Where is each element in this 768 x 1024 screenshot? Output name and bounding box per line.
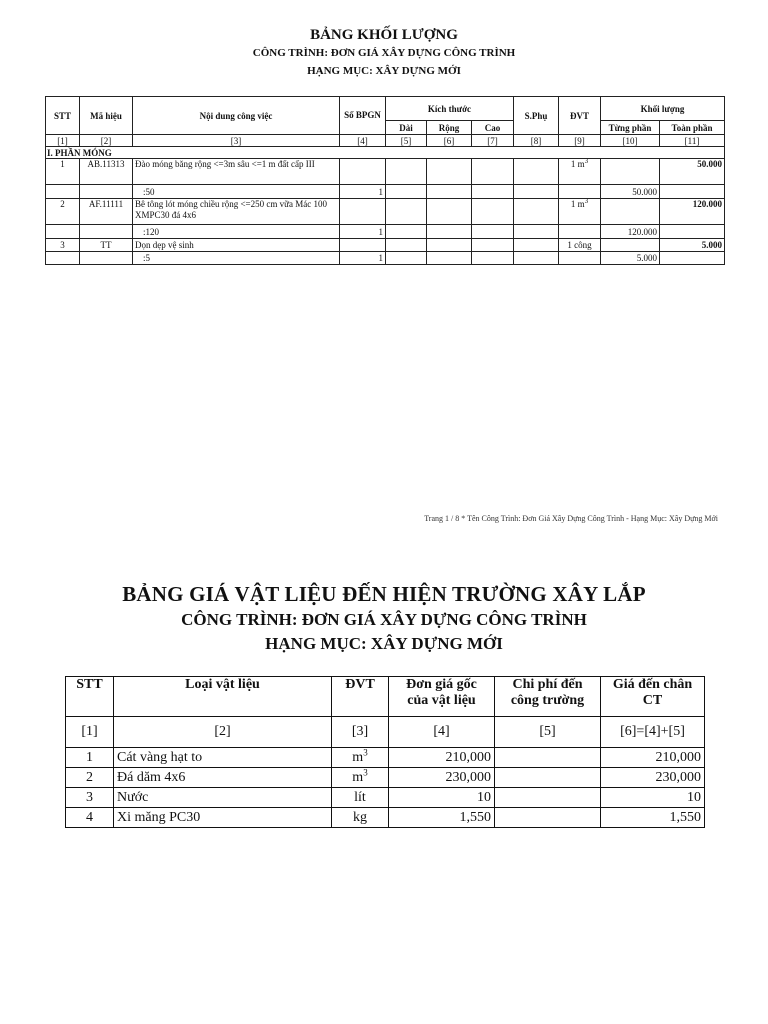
table-row xyxy=(66,748,705,768)
cell-don-gia: 210,000 xyxy=(389,748,495,768)
cell-sphu xyxy=(514,199,559,225)
cell-dvt: kg xyxy=(332,808,389,828)
cell-cao xyxy=(472,225,514,239)
cell-noi-dung: :50 xyxy=(133,185,340,199)
cell-stt: 3 xyxy=(46,239,80,252)
cell-cao xyxy=(472,159,514,185)
table-row xyxy=(66,808,705,828)
cell-tung-phan: 50.000 xyxy=(601,185,660,199)
cell-stt: 1 xyxy=(46,159,80,185)
header-stt: STT xyxy=(66,677,114,717)
cell-noi-dung: Dọn dẹp vệ sinh xyxy=(133,239,340,252)
header-sphu: S.Phụ xyxy=(514,97,559,135)
index-cell: [10] xyxy=(601,135,660,147)
header-dai: Dài xyxy=(386,121,427,135)
work-item-name: HẠNG MỤC: XÂY DỰNG MỚI xyxy=(307,65,461,77)
cell-toan-phan xyxy=(660,225,725,239)
cell-noi-dung: Đào móng băng rộng <=3m sâu <=1 m đất cấp III xyxy=(133,159,340,185)
cell-so-bpgn: 1 xyxy=(340,252,386,265)
header-chi-phi: Chi phí đến công trường xyxy=(495,677,601,717)
cell-dvt: 1 công xyxy=(559,239,601,252)
cell-toan-phan: 5.000 xyxy=(660,239,725,252)
cell-sphu xyxy=(514,185,559,199)
table-row xyxy=(46,239,725,252)
cell-chi-phi xyxy=(495,808,601,828)
header-loai-vat-lieu: Loại vật liệu xyxy=(114,677,332,717)
index-cell: [5] xyxy=(386,135,427,147)
cell-stt xyxy=(46,185,80,199)
index-cell: [8] xyxy=(514,135,559,147)
cell-rong xyxy=(427,199,472,225)
cell-so-bpgn: 1 xyxy=(340,185,386,199)
cell-rong xyxy=(427,225,472,239)
header-don-gia-goc: Đơn giá gốc của vật liệu xyxy=(389,677,495,717)
header-toan-phan: Toàn phần xyxy=(660,121,725,135)
table-row xyxy=(46,199,725,225)
header-stt: STT xyxy=(46,97,80,135)
cell-noi-dung: :120 xyxy=(133,225,340,239)
cell-don-gia: 10 xyxy=(389,788,495,808)
cell-noi-dung: :5 xyxy=(133,252,340,265)
cell-tung-phan: 120.000 xyxy=(601,225,660,239)
cell-ma-hieu xyxy=(80,252,133,265)
cell-toan-phan: 50.000 xyxy=(660,159,725,185)
group-row xyxy=(46,147,725,159)
cell-dai xyxy=(386,225,427,239)
index-cell: [6]=[4]+[5] xyxy=(601,717,705,748)
header-dvt: ĐVT xyxy=(332,677,389,717)
cell-ma-hieu xyxy=(80,225,133,239)
group-label: I. PHẦN MÓNG xyxy=(46,147,725,159)
index-cell: [11] xyxy=(660,135,725,147)
cell-sphu xyxy=(514,159,559,185)
header-tung-phan: Từng phần xyxy=(601,121,660,135)
cell-dvt xyxy=(559,225,601,239)
cell-sphu xyxy=(514,252,559,265)
index-cell: [2] xyxy=(114,717,332,748)
cell-ma-hieu: AB.11313 xyxy=(80,159,133,185)
cell-tung-phan: 5.000 xyxy=(601,252,660,265)
table-row xyxy=(46,252,725,265)
material-price-title: BẢNG GIÁ VẬT LIỆU ĐẾN HIỆN TRƯỜNG XÂY LẮP xyxy=(122,582,646,606)
cell-loai-vat-lieu: Cát vàng hạt to xyxy=(114,748,332,768)
header-khoi-luong: Khối lượng xyxy=(601,97,725,121)
index-row xyxy=(46,135,725,147)
cell-tung-phan xyxy=(601,159,660,185)
index-cell: [9] xyxy=(559,135,601,147)
table-row xyxy=(46,159,725,185)
cell-tung-phan xyxy=(601,199,660,225)
cell-cao xyxy=(472,239,514,252)
cell-so-bpgn: 1 xyxy=(340,225,386,239)
cell-loai-vat-lieu: Xi măng PC30 xyxy=(114,808,332,828)
index-cell: [2] xyxy=(80,135,133,147)
page-footer: Trang 1 / 8 * Tên Công Trình: Đơn Giá Xây Dựng Công Trình - Hạng Mục: Xây Dựng Mới xyxy=(424,514,718,523)
cell-ma-hieu: AF.11111 xyxy=(80,199,133,225)
volume-table-title: BẢNG KHỐI LƯỢNG xyxy=(310,27,458,43)
cell-chi-phi xyxy=(495,748,601,768)
index-cell: [7] xyxy=(472,135,514,147)
cell-stt: 4 xyxy=(66,808,114,828)
cell-don-gia: 230,000 xyxy=(389,768,495,788)
cell-stt: 3 xyxy=(66,788,114,808)
index-cell: [5] xyxy=(495,717,601,748)
cell-gia-den: 10 xyxy=(601,788,705,808)
cell-stt xyxy=(46,225,80,239)
cell-dai xyxy=(386,159,427,185)
index-cell: [4] xyxy=(340,135,386,147)
header-cao: Cao xyxy=(472,121,514,135)
header-rong: Rộng xyxy=(427,121,472,135)
table-row xyxy=(66,788,705,808)
index-row xyxy=(66,717,705,748)
header-dvt: ĐVT xyxy=(559,97,601,135)
cell-dvt: $m^3$ xyxy=(332,748,389,768)
cell-noi-dung: Bê tông lót móng chiều rộng <=250 cm vữa Mác 100 XMPC30 đá 4x6 xyxy=(133,199,340,225)
table-row xyxy=(46,225,725,239)
cell-gia-den: 210,000 xyxy=(601,748,705,768)
cell-cao xyxy=(472,252,514,265)
cell-stt: 1 xyxy=(66,748,114,768)
cell-sphu xyxy=(514,239,559,252)
cell-gia-den: 1,550 xyxy=(601,808,705,828)
cell-rong xyxy=(427,252,472,265)
cell-dvt: 1 $m^3$ xyxy=(559,159,601,185)
cell-stt: 2 xyxy=(66,768,114,788)
cell-chi-phi xyxy=(495,768,601,788)
index-cell: [6] xyxy=(427,135,472,147)
cell-dvt: 1 $m^3$ xyxy=(559,199,601,225)
cell-so-bpgn xyxy=(340,159,386,185)
cell-toan-phan xyxy=(660,252,725,265)
cell-tung-phan xyxy=(601,239,660,252)
cell-cao xyxy=(472,199,514,225)
cell-dvt: $m^3$ xyxy=(332,768,389,788)
project-name: CÔNG TRÌNH: ĐƠN GIÁ XÂY DỰNG CÔNG TRÌNH xyxy=(252,47,516,59)
cell-sphu xyxy=(514,225,559,239)
work-item-name-2: HẠNG MỤC: XÂY DỰNG MỚI xyxy=(265,634,503,653)
cell-loai-vat-lieu: Nước xyxy=(114,788,332,808)
cell-rong xyxy=(427,159,472,185)
cell-dvt: lít xyxy=(332,788,389,808)
cell-gia-den: 230,000 xyxy=(601,768,705,788)
cell-toan-phan: 120.000 xyxy=(660,199,725,225)
cell-stt: 2 xyxy=(46,199,80,225)
table-row xyxy=(46,185,725,199)
cell-don-gia: 1,550 xyxy=(389,808,495,828)
table-row xyxy=(66,768,705,788)
header-gia-den-chan: Giá đến chân CT xyxy=(601,677,705,717)
cell-dai xyxy=(386,252,427,265)
cell-cao xyxy=(472,185,514,199)
header-kich-thuoc: Kích thước xyxy=(386,97,514,121)
index-cell: [1] xyxy=(66,717,114,748)
index-cell: [3] xyxy=(133,135,340,147)
cell-dai xyxy=(386,185,427,199)
header-ma-hieu: Mã hiệu xyxy=(80,97,133,135)
cell-ma-hieu xyxy=(80,185,133,199)
project-name-2: CÔNG TRÌNH: ĐƠN GIÁ XÂY DỰNG CÔNG TRÌNH xyxy=(181,610,587,629)
volume-table xyxy=(45,96,725,265)
material-price-table xyxy=(65,676,705,828)
cell-dai xyxy=(386,239,427,252)
cell-so-bpgn xyxy=(340,239,386,252)
cell-rong xyxy=(427,185,472,199)
cell-dai xyxy=(386,199,427,225)
cell-so-bpgn xyxy=(340,199,386,225)
header-noi-dung: Nội dung công việc xyxy=(133,97,340,135)
cell-dvt xyxy=(559,185,601,199)
cell-stt xyxy=(46,252,80,265)
index-cell: [1] xyxy=(46,135,80,147)
cell-chi-phi xyxy=(495,788,601,808)
header-so-bpgn: Số BPGN xyxy=(340,97,386,135)
cell-dvt xyxy=(559,252,601,265)
cell-rong xyxy=(427,239,472,252)
cell-loai-vat-lieu: Đá dăm 4x6 xyxy=(114,768,332,788)
cell-ma-hieu: TT xyxy=(80,239,133,252)
index-cell: [3] xyxy=(332,717,389,748)
cell-toan-phan xyxy=(660,185,725,199)
index-cell: [4] xyxy=(389,717,495,748)
